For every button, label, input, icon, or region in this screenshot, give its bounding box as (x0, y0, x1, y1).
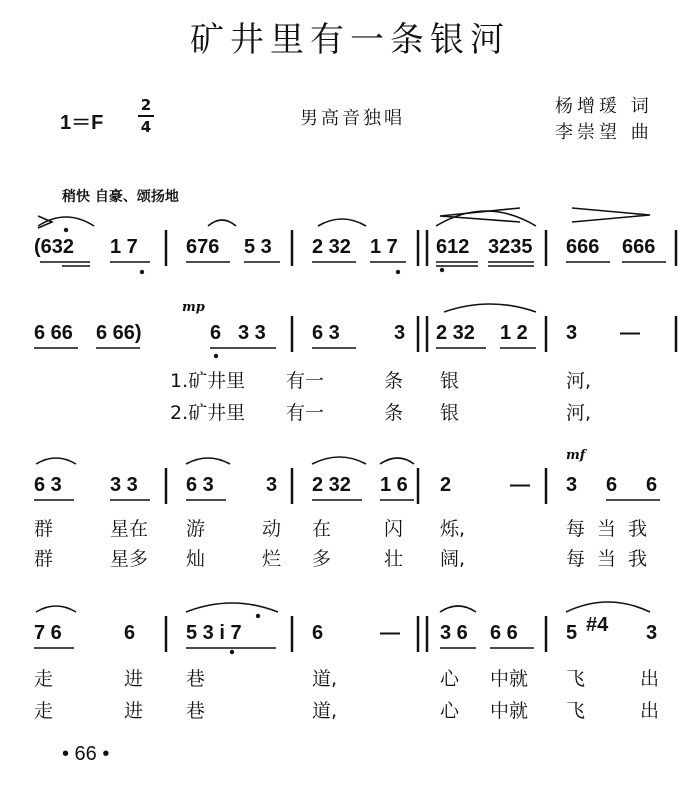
note-group: 2 32 (436, 322, 475, 344)
octave-dot (440, 268, 444, 272)
note-group: 2 (440, 474, 452, 496)
slur (566, 602, 650, 612)
lyric: 走 (34, 700, 54, 722)
lyric: 星多 (110, 548, 149, 570)
note-group: 3 (566, 322, 578, 344)
note-group: 6 3 (312, 322, 340, 344)
note-group: #4 (586, 614, 609, 636)
note-group: 3 (566, 474, 578, 496)
lyric: 群 (34, 518, 54, 540)
note-group: 3 (266, 474, 278, 496)
song-title: 矿井里有一条银河 (190, 20, 510, 60)
note-group: 1 7 (110, 236, 138, 258)
note-group: 6 3 (186, 474, 214, 496)
slur (380, 458, 414, 464)
note-group: 3 (646, 622, 658, 644)
lyric: 灿 (186, 548, 206, 570)
slur (186, 458, 230, 464)
decrescendo-hairpin (572, 208, 650, 222)
note-group: 3 3 (110, 474, 138, 496)
note-group: 5 3 (244, 236, 272, 258)
lyric: 巷 (186, 700, 206, 722)
slur (440, 606, 476, 612)
octave-dot (64, 228, 68, 232)
slur (436, 211, 536, 226)
note-group: 5 (566, 622, 578, 644)
lyric: 群 (34, 548, 54, 570)
lyric: 动 (262, 518, 282, 540)
note-group: 7 6 (34, 622, 62, 644)
note-group: 612 (436, 236, 470, 258)
composer-credit: 李崇望 曲 (555, 122, 653, 143)
lyric: 道, (312, 700, 338, 722)
lyric: 1.矿井里 (170, 370, 246, 392)
octave-dot (256, 614, 260, 618)
note-group: 3 3 (238, 322, 266, 344)
slur (208, 220, 236, 226)
lyric: 在 (312, 518, 332, 540)
lyric: 烂 (262, 548, 282, 570)
note-group: 666 (622, 236, 656, 258)
lyric: 心 (440, 668, 460, 690)
lyric: 飞 (566, 668, 586, 690)
octave-dot (396, 270, 400, 274)
lyric: 2.矿井里 (170, 402, 246, 424)
note-group: (632 (34, 236, 75, 258)
lyric: 中就 (490, 668, 529, 690)
note-group: 3235 (488, 236, 533, 258)
slur (36, 458, 76, 464)
note-group: — (380, 622, 400, 644)
note-group: 3 6 (440, 622, 468, 644)
lyric: 闪 (384, 518, 404, 540)
lyric: 进 (124, 668, 144, 690)
note-group: 1 7 (370, 236, 398, 258)
note-group: 676 (186, 236, 220, 258)
lyric: 走 (34, 668, 54, 690)
note-group: 1 6 (380, 474, 408, 496)
lyric: 出 (640, 700, 660, 722)
note-group: — (620, 322, 640, 344)
lyricist-credit: 杨增瑗 词 (555, 96, 653, 117)
time-signature-top: 2 (140, 96, 152, 114)
lyric: 星在 (110, 518, 149, 540)
lyric: 道, (312, 668, 338, 690)
note-group: 6 (312, 622, 324, 644)
performance-note: 男高音独唱 (300, 108, 405, 129)
slur (186, 603, 278, 612)
lyric: 壮 (384, 548, 404, 570)
lyric: 每当我 (566, 518, 660, 540)
note-group: 3 (394, 322, 406, 344)
dynamic-mp: mp (182, 300, 205, 315)
lyric: 条 (384, 402, 404, 424)
lyric: 银 (440, 402, 460, 424)
note-group: — (510, 474, 530, 496)
lyric: 中就 (490, 700, 529, 722)
slur (36, 606, 76, 612)
lyric: 有一 (286, 402, 325, 424)
note-group: 2 32 (312, 474, 351, 496)
lyric: 巷 (186, 668, 206, 690)
note-group: 6 66 (34, 322, 73, 344)
tempo-marking: 稍快 自豪、颂扬地 (62, 189, 179, 205)
key-signature: 1＝F (60, 112, 104, 134)
lyric: 出 (640, 668, 660, 690)
note-group: 5 3 i 7 (186, 622, 242, 644)
slur (318, 219, 366, 226)
slur (444, 304, 536, 312)
note-group: 6 (606, 474, 618, 496)
note-group: 666 (566, 236, 600, 258)
crescendo-hairpin (440, 208, 520, 222)
note-group: 6 (124, 622, 136, 644)
note-group: 6 6 (490, 622, 518, 644)
note-group: 6 66) (96, 322, 142, 344)
lyric: 阔, (440, 548, 466, 570)
note-group: 1 2 (500, 322, 528, 344)
lyric: 心 (440, 700, 460, 722)
octave-dot (214, 354, 218, 358)
note-group: 2 32 (312, 236, 351, 258)
lyric: 烁, (440, 518, 466, 540)
lyric: 有一 (286, 370, 325, 392)
lyric: 飞 (566, 700, 586, 722)
lyric: 河, (566, 370, 592, 392)
lyric: 银 (440, 370, 460, 392)
lyric: 每当我 (566, 548, 660, 570)
note-group: 6 3 (34, 474, 62, 496)
slur (312, 457, 366, 464)
time-signature-bottom: 4 (140, 118, 152, 136)
lyric: 河, (566, 402, 592, 424)
note-group: 6 (646, 474, 658, 496)
lyric: 游 (186, 518, 206, 540)
lyric: 多 (312, 548, 332, 570)
lyric: 条 (384, 370, 404, 392)
octave-dot (230, 650, 234, 654)
note-group: 6 (210, 322, 222, 344)
octave-dot (140, 270, 144, 274)
lyric: 进 (124, 700, 144, 722)
dynamic-mf: mf (566, 448, 586, 463)
page-number: • 66 • (62, 743, 110, 765)
